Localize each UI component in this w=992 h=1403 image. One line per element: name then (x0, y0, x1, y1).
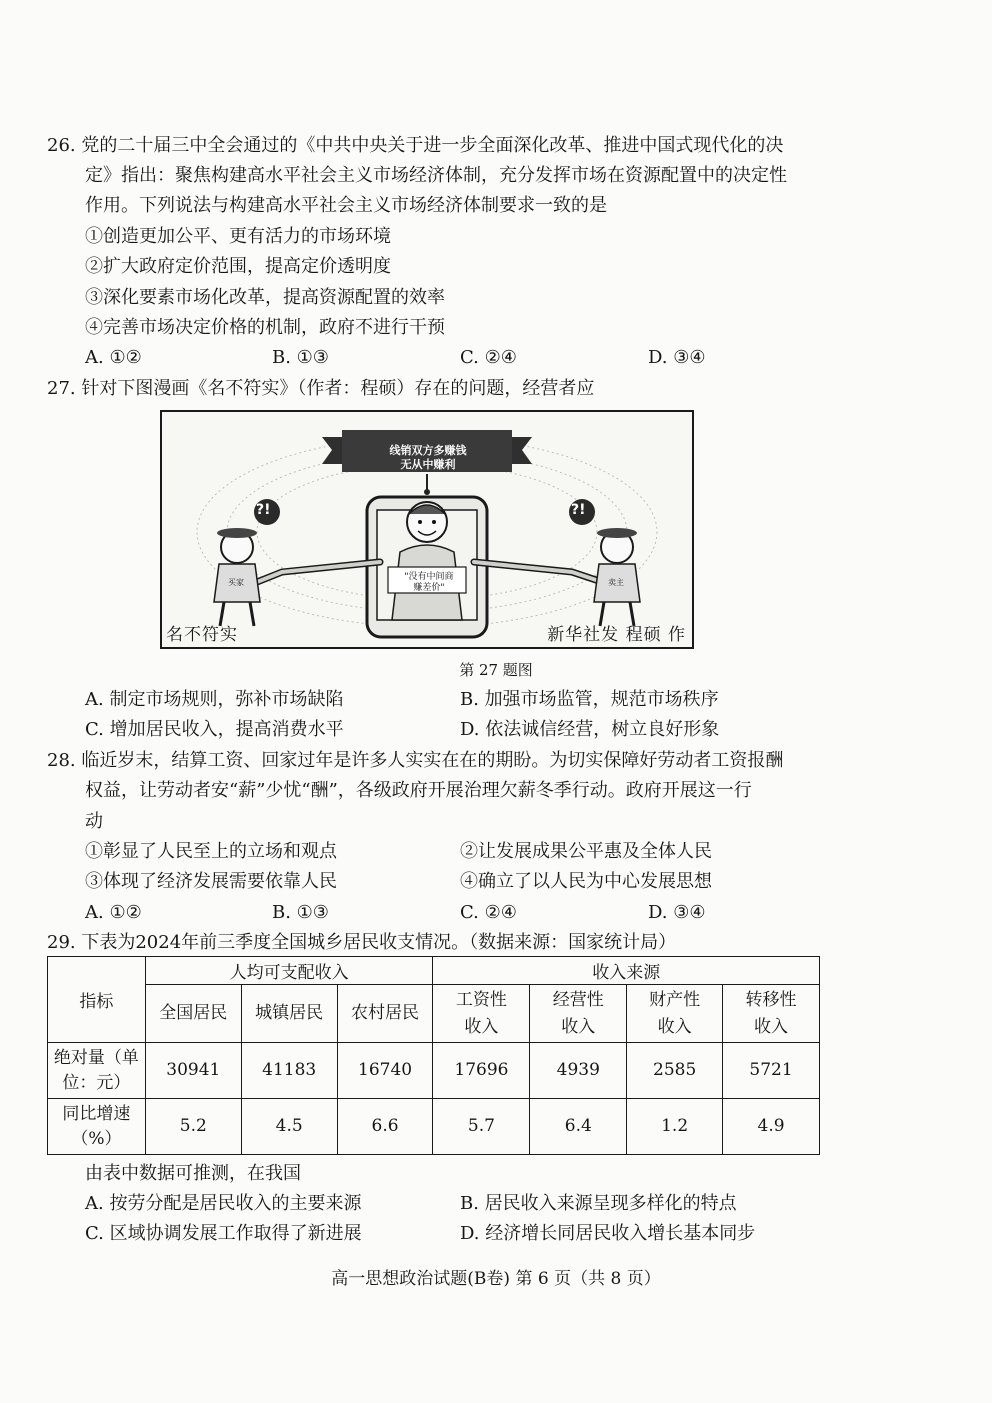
q28-item-2: ②让发展成果公平惠及全体人民 (460, 841, 712, 862)
cell-value: 16740 (337, 1043, 433, 1099)
q28-option-b: B. ①③ (272, 902, 329, 923)
header-business-line-2: 收入 (561, 1016, 596, 1037)
q28-item-4: ④确立了以人民为中心发展思想 (460, 871, 712, 892)
header-rural: 农村居民 (337, 985, 433, 1043)
cartoon-banner (348, 444, 508, 472)
q26-stem-line-1: 26. 党的二十届三中全会通过的《中共中央关于进一步全面深化改革、推进中国式现代化的决 (47, 135, 784, 156)
table-row (48, 1043, 820, 1099)
cell-value: 5721 (723, 1043, 820, 1099)
header-group-income-source: 收入来源 (433, 957, 820, 985)
cell-value: 41183 (241, 1043, 337, 1099)
cartoon-caption-right: 新华社发 程硕 作 (547, 625, 686, 645)
right-question-bubble: ?! (571, 502, 586, 518)
q27-stem: 27. 针对下图漫画《名不符实》（作者：程硕）存在的问题，经营者应 (47, 378, 595, 399)
header-business-line-1: 经营性 (552, 989, 604, 1010)
cell-value: 4.5 (241, 1099, 337, 1155)
cell-value: 30941 (145, 1043, 241, 1099)
q27-option-d: D. 依法诚信经营，树立良好形象 (460, 719, 720, 740)
q28-stem-line-1: 28. 临近岁末，结算工资、回家过年是许多人实实在在的期盼。为切实保障好劳动者工资报酬 (47, 750, 784, 771)
q26-item-1: ①创造更加公平、更有活力的市场环境 (85, 226, 391, 247)
q26-option-c: C. ②④ (460, 347, 517, 368)
q27-option-b: B. 加强市场监管，规范市场秩序 (460, 689, 719, 710)
cell-value: 4.9 (723, 1099, 820, 1155)
header-property-line-1: 财产性 (649, 989, 701, 1010)
header-business-income (530, 985, 627, 1043)
row-label-growth-line-1: 同比增速 (62, 1103, 131, 1124)
left-figure-tag: 买家 (228, 578, 244, 587)
cartoon-figure (160, 410, 694, 649)
row-label-absolute (48, 1043, 146, 1099)
q28-option-c: C. ②④ (460, 902, 517, 923)
row-label-growth (48, 1099, 146, 1155)
cell-value: 17696 (433, 1043, 530, 1099)
q29-stem: 29. 下表为2024年前三季度全国城乡居民收支情况。（数据来源：国家统计局） (47, 932, 677, 953)
right-figure-tag: 卖主 (608, 578, 624, 587)
q26-stem-line-3: 作用。下列说法与构建高水平社会主义市场经济体制要求一致的是 (85, 195, 607, 216)
cartoon-caption-left: 名不符实 (166, 625, 238, 645)
table-header-row-1 (48, 957, 820, 985)
header-wage-line-1: 工资性 (455, 989, 507, 1010)
row-label-absolute-line-2: 位：元） (62, 1072, 131, 1093)
cartoon-phone-label-line-1: "没有中间商 (404, 572, 454, 582)
q26-option-b: B. ①③ (272, 347, 329, 368)
q29-option-d: D. 经济增长同居民收入增长基本同步 (460, 1223, 756, 1244)
cell-value: 2585 (627, 1043, 723, 1099)
q26-item-2: ②扩大政府定价范围，提高定价透明度 (85, 256, 391, 277)
q26-item-4: ④完善市场决定价格的机制，政府不进行干预 (85, 317, 445, 338)
table-row (48, 1099, 820, 1155)
q29-option-a: A. 按劳分配是居民收入的主要来源 (85, 1193, 362, 1214)
header-national: 全国居民 (145, 985, 241, 1043)
q28-option-d: D. ③④ (648, 902, 706, 923)
q28-item-1: ①彰显了人民至上的立场和观点 (85, 841, 337, 862)
cartoon-phone-label-line-2: 赚差价" (413, 583, 445, 593)
table-header-row-2 (48, 985, 820, 1043)
q27-option-a: A. 制定市场规则，弥补市场缺陷 (85, 689, 344, 710)
header-wage-line-2: 收入 (464, 1016, 499, 1037)
cell-value: 6.4 (530, 1099, 627, 1155)
figure-caption: 第 27 题图 (459, 661, 533, 679)
cell-value: 4939 (530, 1043, 627, 1099)
header-property-line-2: 收入 (657, 1016, 692, 1037)
q26-item-3: ③深化要素市场化改革，提高资源配置的效率 (85, 287, 445, 308)
cell-value: 6.6 (337, 1099, 433, 1155)
q26-stem-line-2: 定》指出：聚焦构建高水平社会主义市场经济体制，充分发挥市场在资源配置中的决定性 (85, 165, 787, 186)
q28-option-a: A. ①② (85, 902, 142, 923)
q28-stem-line-2: 权益，让劳动者安“薪”少忧“酬”，各级政府开展治理欠薪冬季行动。政府开展这一行 (85, 780, 752, 801)
row-label-growth-line-2: （%） (71, 1128, 122, 1149)
q26-option-a: A. ①② (85, 347, 142, 368)
page-footer: 高一思想政治试题(B卷) 第 6 页（共 8 页） (331, 1269, 661, 1289)
header-property-income (627, 985, 723, 1043)
q26-option-d: D. ③④ (648, 347, 706, 368)
cartoon-banner-line-1: 线销双方多赚钱 (389, 444, 467, 457)
header-transfer-line-2: 收入 (754, 1016, 789, 1037)
cartoon-phone-label (384, 572, 474, 594)
header-indicator: 指标 (48, 957, 146, 1043)
q28-stem-line-3: 动 (85, 811, 103, 832)
header-wage-income (433, 985, 530, 1043)
cell-value: 5.7 (433, 1099, 530, 1155)
q29-inference-stem: 由表中数据可推测，在我国 (85, 1163, 301, 1184)
cartoon-banner-line-2: 无从中赚利 (400, 458, 456, 471)
q27-option-c: C. 增加居民收入，提高消费水平 (85, 719, 344, 740)
header-group-disposable-income: 人均可支配收入 (145, 957, 433, 985)
cell-value: 1.2 (627, 1099, 723, 1155)
left-question-bubble: ?! (256, 502, 271, 518)
q29-option-b: B. 居民收入来源呈现多样化的特点 (460, 1193, 737, 1214)
q28-item-3: ③体现了经济发展需要依靠人民 (85, 871, 337, 892)
q29-option-c: C. 区域协调发展工作取得了新进展 (85, 1223, 362, 1244)
income-table (47, 956, 820, 1155)
cell-value: 5.2 (145, 1099, 241, 1155)
header-transfer-income (723, 985, 820, 1043)
header-urban: 城镇居民 (241, 985, 337, 1043)
row-label-absolute-line-1: 绝对量（单 (53, 1047, 139, 1068)
header-transfer-line-1: 转移性 (745, 989, 797, 1010)
